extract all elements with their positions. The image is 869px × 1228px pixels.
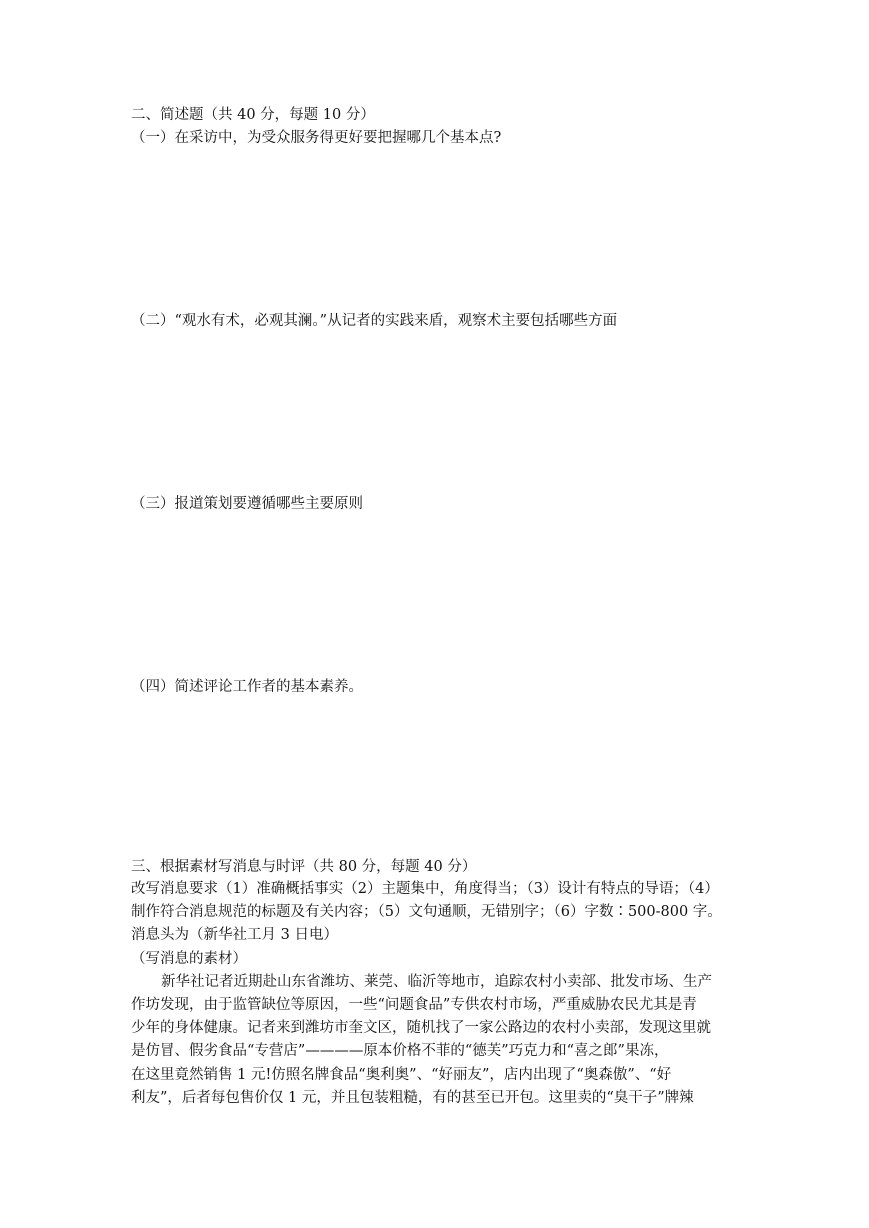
requirement-line: 制作符合消息规范的标题及有关内容；（5）文句通顺，无错别字；（6）字数∶500-800 字。 xyxy=(131,904,722,921)
material-line: 是仿冒、假劣食品“专营店”————原本价格不菲的“德芙”巧克力和“喜之郎”果冻， xyxy=(131,1043,669,1060)
material-line: 在这里竟然销售 1 元!仿照名牌食品“奥利奥”、“好丽友”，店内出现了“奥森傲”、“好 xyxy=(131,1066,672,1083)
material-line: 作坊发现，由于监管缺位等原因，一些“问题食品”专供农村市场，严重威胁农民尤其是青 xyxy=(131,997,697,1014)
material-line: 少年的身体健康。记者来到潍坊市奎文区，随机找了一家公路边的农村小卖部，发现这里就 xyxy=(131,1020,711,1037)
question-4: （四）简述评论工作者的基本素养。 xyxy=(131,679,363,695)
question-3: （三）报道策划要遵循哪些主要原则 xyxy=(131,496,363,512)
material-line: 新华社记者近期赴山东省潍坊、莱莞、临沂等地市，追踪农村小卖部、批发市场、生产 xyxy=(161,973,712,990)
requirement-line: 改写消息要求（1）准确概括事实（2）主题集中，角度得当；（3）设计有特点的导语；（4） xyxy=(131,881,719,897)
requirement-line: （写消息的素材） xyxy=(131,950,247,967)
requirement-line: 消息头为（新华社工月 3 日电） xyxy=(131,927,338,944)
question-2: （二）“观水有术，必观其澜。”从记者的实践来盾，观察术主要包括哪些方面 xyxy=(131,313,618,329)
section-3-title: 三、根据素材写消息与时评（共 80 分，每题 40 分） xyxy=(131,859,477,875)
material-line: 利友”，后者每包售价仅 1 元，并且包装粗糙，有的甚至已开包。这里卖的“臭干子”牌辣 xyxy=(131,1089,694,1106)
question-1: （一）在采访中，为受众服务得更好要把握哪几个基本点? xyxy=(131,130,502,146)
section-2-title: 二、简述题（共 40 分，每题 10 分） xyxy=(131,107,375,123)
writing-requirements xyxy=(131,878,743,1110)
